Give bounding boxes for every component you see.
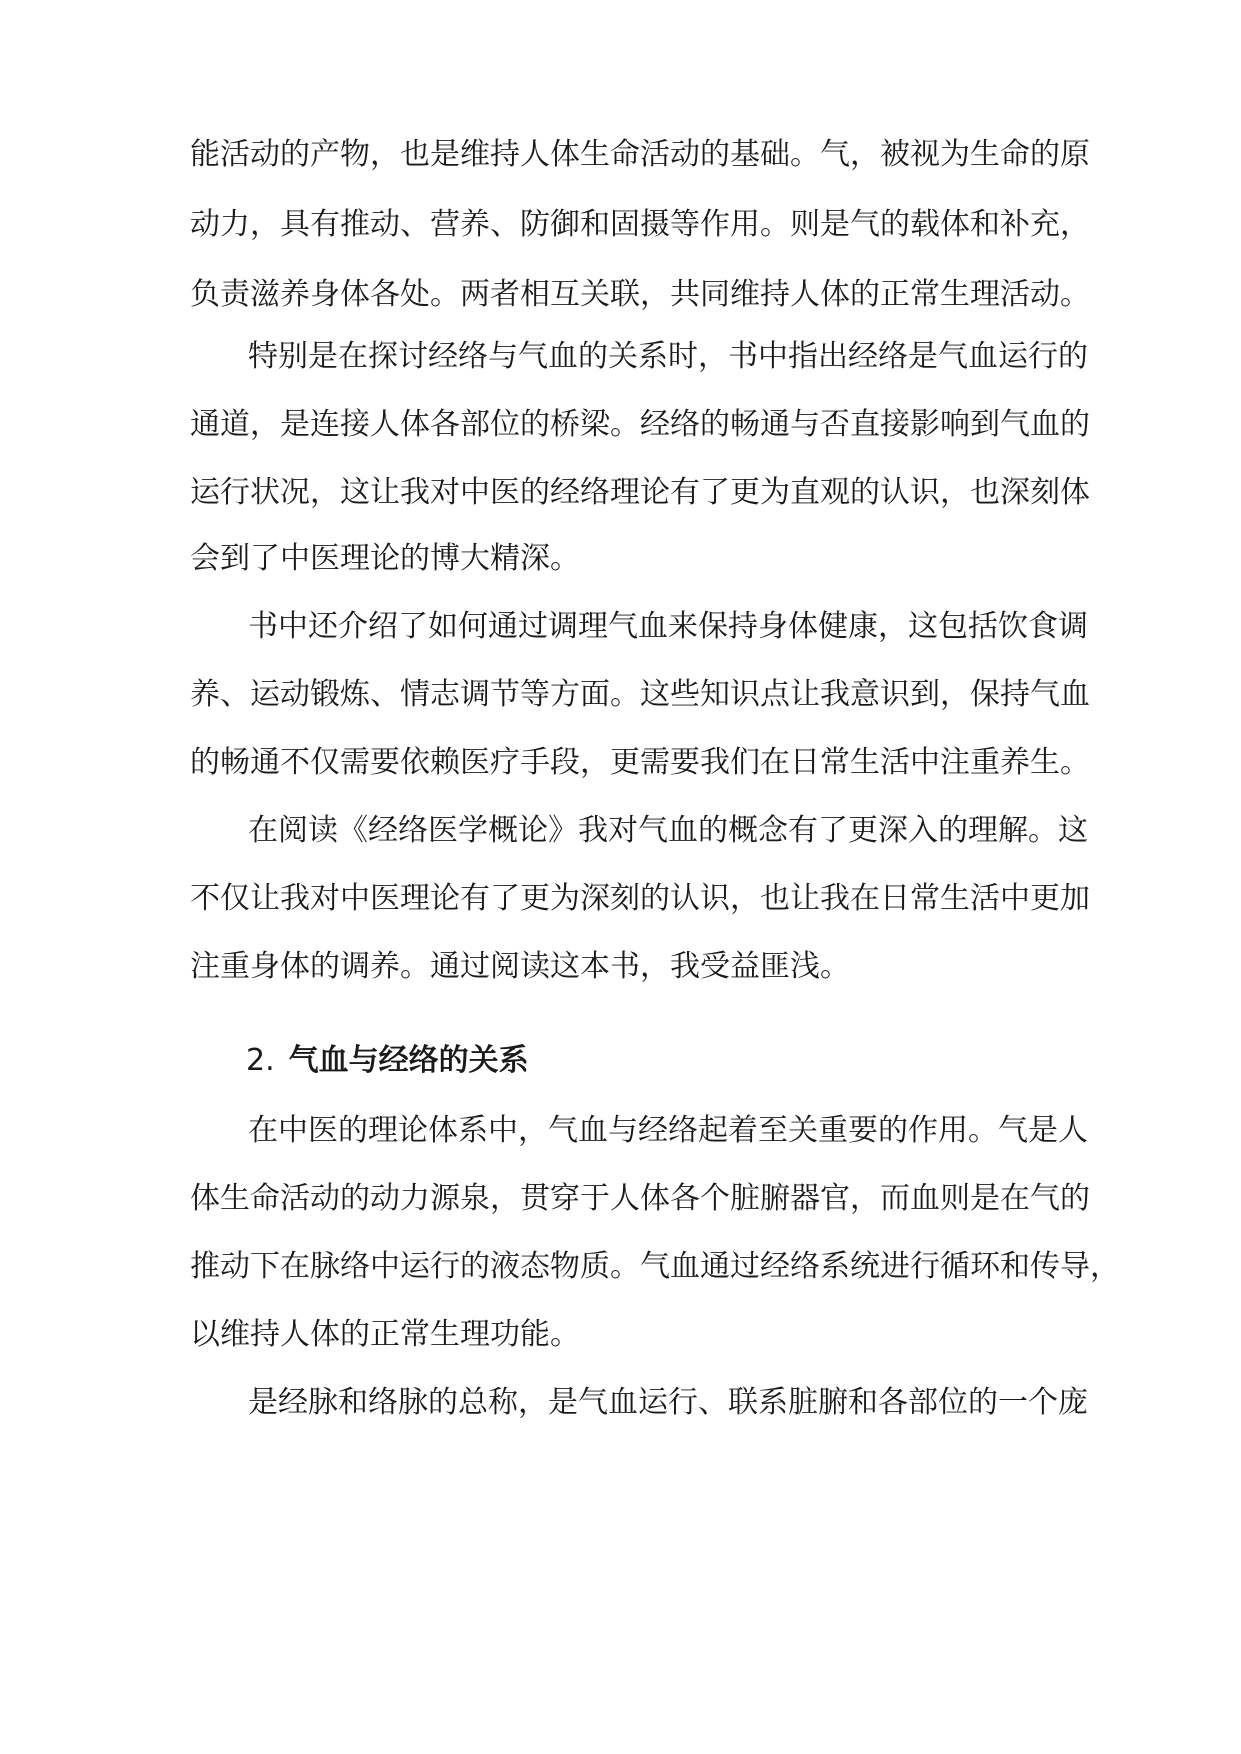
section-paragraph-2-line-1: 是经脉和络脉的总称，是气血运行、联系脏腑和各部位的一个庞 bbox=[248, 1385, 1088, 1420]
paragraph-2-line-1: 特别是在探讨经络与气血的关系时，书中指出经络是气血运行的 bbox=[248, 339, 1088, 374]
section-heading-number: 2. bbox=[246, 1043, 275, 1078]
section-paragraph-1-line-3: 推动下在脉络中运行的液态物质。气血通过经络系统进行循环和传导， bbox=[190, 1249, 1120, 1284]
section-paragraph-1-line-2: 体生命活动的动力源泉，贯穿于人体各个脏腑器官，而血则是在气的 bbox=[190, 1181, 1090, 1216]
paragraph-3-line-3: 的畅通不仅需要依赖医疗手段，更需要我们在日常生活中注重养生。 bbox=[190, 745, 1090, 780]
paragraph-2-line-4: 会到了中医理论的博大精深。 bbox=[190, 541, 580, 576]
paragraph-1-line-3: 负责滋养身体各处。两者相互关联，共同维持人体的正常生理活动。 bbox=[190, 277, 1090, 312]
paragraph-3-line-1: 书中还介绍了如何通过调理气血来保持身体健康，这包括饮食调 bbox=[248, 609, 1088, 644]
section-paragraph-1-line-4: 以维持人体的正常生理功能。 bbox=[190, 1317, 580, 1352]
paragraph-4-line-3: 注重身体的调养。通过阅读这本书，我受益匪浅。 bbox=[190, 949, 850, 984]
paragraph-2-line-2: 通道，是连接人体各部位的桥梁。经络的畅通与否直接影响到气血的 bbox=[190, 407, 1090, 442]
section-heading-title: 气血与经络的关系 bbox=[288, 1043, 529, 1078]
paragraph-4-line-1: 在阅读《经络医学概论》我对气血的概念有了更深入的理解。这 bbox=[248, 813, 1088, 848]
paragraph-2-line-3: 运行状况，这让我对中医的经络理论有了更为直观的认识，也深刻体 bbox=[190, 475, 1090, 510]
paragraph-3-line-2: 养、运动锻炼、情志调节等方面。这些知识点让我意识到，保持气血 bbox=[190, 677, 1090, 712]
section-paragraph-1-line-1: 在中医的理论体系中，气血与经络起着至关重要的作用。气是人 bbox=[248, 1113, 1088, 1148]
section-heading bbox=[246, 1041, 529, 1081]
paragraph-4-line-2: 不仅让我对中医理论有了更为深刻的认识，也让我在日常生活中更加 bbox=[190, 881, 1090, 916]
paragraph-1-line-2: 动力，具有推动、营养、防御和固摄等作用。则是气的载体和补充， bbox=[190, 207, 1090, 242]
paragraph-1-line-1: 能活动的产物，也是维持人体生命活动的基础。气，被视为生命的原 bbox=[190, 137, 1090, 172]
